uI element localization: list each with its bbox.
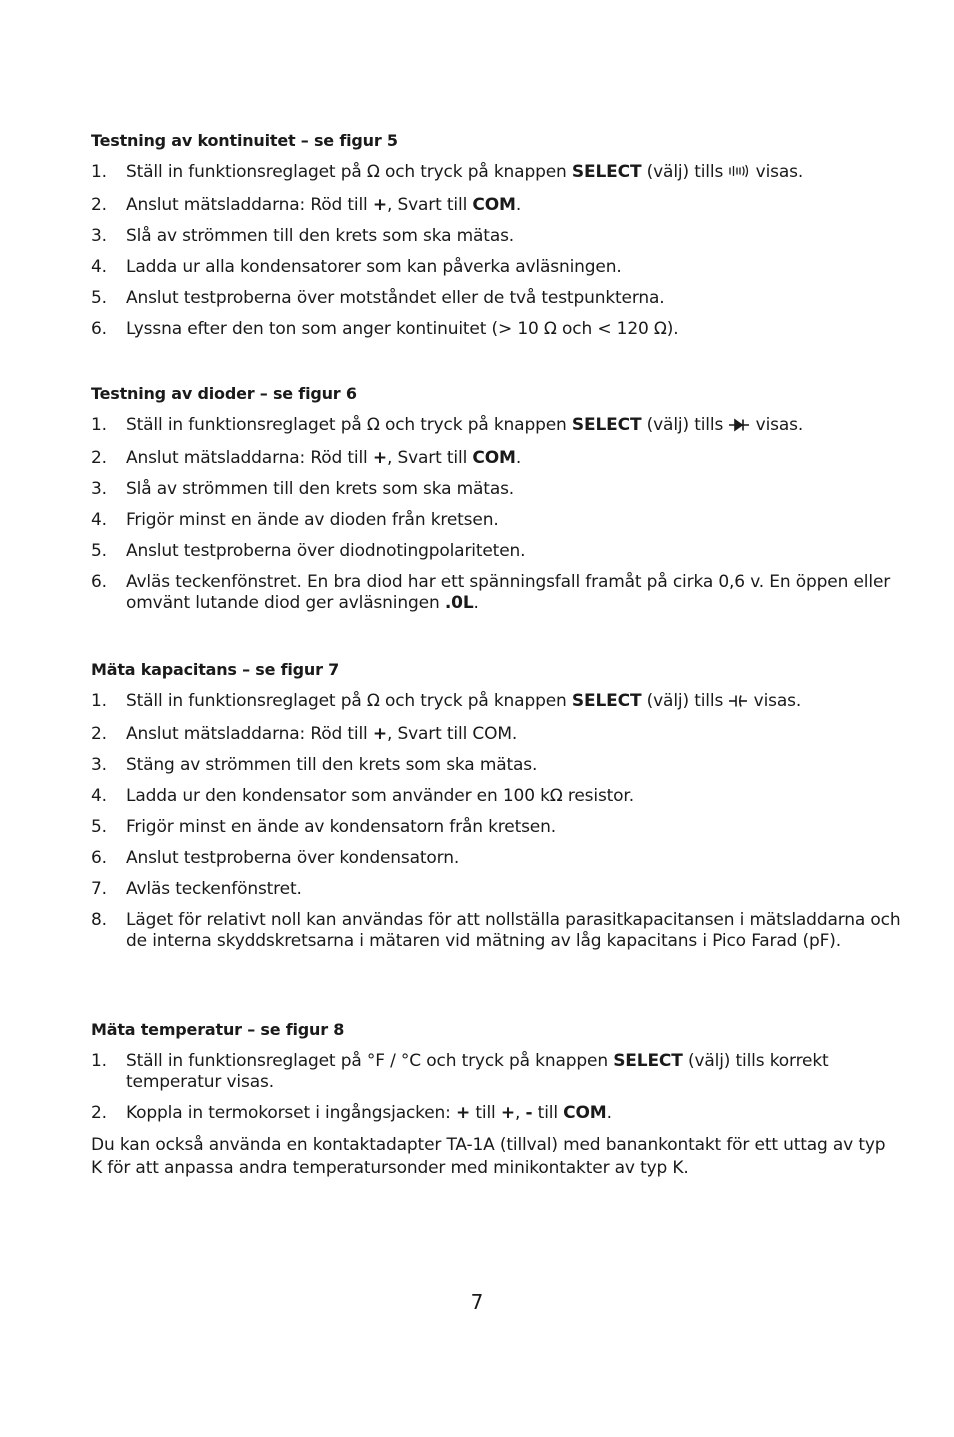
list-item (91, 879, 901, 900)
step-number: 1. (91, 162, 107, 182)
step-number: 6. (91, 848, 107, 868)
terminal-label: COM (472, 448, 516, 468)
step-text: Avläs teckenfönstret. (126, 879, 302, 899)
step-number: 1. (91, 415, 107, 435)
step-text: Lyssna efter den ton som anger kontinuitet (> 10 Ω och < 120 Ω). (126, 319, 679, 339)
step-text: , Svart till COM. (386, 724, 518, 744)
step-number: 2. (91, 195, 107, 215)
terminal-label: - (525, 1103, 533, 1123)
step-number: 4. (91, 786, 107, 806)
section-heading: Mäta temperatur – se figur 8 (91, 1020, 345, 1039)
step-text: (välj) tills (641, 691, 729, 711)
step-number: 5. (91, 817, 107, 837)
step-number: 3. (91, 479, 107, 499)
step-number: 8. (91, 910, 107, 930)
step-text: Anslut mätsladdarna: Röd till (126, 195, 373, 215)
list-item (91, 691, 901, 714)
step-number: 2. (91, 448, 107, 468)
step-text: Anslut testproberna över diodnotingpolariteten. (126, 541, 526, 561)
step-text: Ställ in funktionsreglaget på Ω och tryck på knappen (126, 691, 572, 711)
step-text: till (470, 1103, 501, 1123)
section-capacitance (91, 660, 901, 962)
terminal-label: + (372, 448, 387, 468)
step-number: 2. (91, 724, 107, 744)
step-text: visas. (750, 162, 804, 182)
terminal-label: + (456, 1103, 471, 1123)
step-number: 2. (91, 1103, 107, 1123)
step-number: 3. (91, 755, 107, 775)
step-number: 1. (91, 1051, 107, 1071)
diode-icon (728, 417, 750, 438)
step-text: . (473, 593, 479, 613)
step-text: Avläs teckenfönstret. En bra diod har ett spänningsfall framåt på cirka 0,6 v. En öppen eller omvänt lutande diod ger avläsningen (126, 572, 891, 613)
key-name: SELECT (613, 1051, 683, 1071)
list-item (91, 541, 901, 562)
capacitor-icon (728, 693, 748, 714)
step-number: 4. (91, 510, 107, 530)
step-text: . (515, 448, 522, 468)
step-text: Koppla in termokorset i ingångsjacken: (126, 1103, 457, 1123)
step-text: , Svart till (386, 195, 473, 215)
step-number: 6. (91, 319, 107, 339)
step-number: 3. (91, 226, 107, 246)
step-text: Ladda ur den kondensator som använder en 100 kΩ resistor. (126, 786, 634, 806)
section-continuity (91, 131, 901, 350)
list-item (91, 817, 901, 838)
section-temperature (91, 1020, 901, 1180)
list-item (91, 319, 901, 340)
section-heading: Testning av kontinuitet – se figur 5 (91, 131, 398, 150)
continuity-icon (728, 163, 750, 185)
list-item (91, 786, 901, 807)
step-number: 6. (91, 572, 107, 592)
step-text: Frigör minst en ände av kondensatorn från kretsen. (126, 817, 556, 837)
step-text: Läget för relativt noll kan användas för att nollställa parasitkapacitansen i mätsladdarna och de interna skyddskretsarna i mätaren vid mätning av låg kapacitans i Pico Farad (pF). (126, 910, 901, 951)
list-item (91, 162, 901, 185)
step-text: till (532, 1103, 564, 1123)
section-diode (91, 384, 901, 624)
step-text: (välj) tills korrekt temperatur visas. (126, 1051, 829, 1092)
step-number: 7. (91, 879, 107, 899)
step-number: 5. (91, 288, 107, 308)
note-paragraph: Du kan också använda en kontaktadapter TA-1A (tillval) med banankontakt för ett uttag av typ K för att anpassa andra temperatursonder med minikontakter av typ K. (91, 1135, 886, 1178)
step-text: Frigör minst en ände av dioden från kretsen. (126, 510, 499, 530)
list-item (91, 415, 901, 438)
list-item (91, 257, 901, 278)
step-text: Slå av strömmen till den krets som ska mätas. (126, 479, 515, 499)
terminal-label: + (372, 724, 387, 744)
key-name: SELECT (571, 415, 642, 435)
step-text: Ställ in funktionsreglaget på °F / °C och tryck på knappen (126, 1051, 614, 1071)
step-number: 4. (91, 257, 107, 277)
step-text: , Svart till (386, 448, 473, 468)
step-text: visas. (748, 691, 802, 711)
list-item (91, 910, 901, 952)
step-text: Ställ in funktionsreglaget på Ω och tryck på knappen (126, 162, 572, 182)
reading-value: .0L (444, 593, 474, 613)
page-number: 7 (470, 1290, 484, 1314)
terminal-label: COM (472, 195, 516, 215)
step-text: Ladda ur alla kondensatorer som kan påverka avläsningen. (126, 257, 622, 277)
step-number: 5. (91, 541, 107, 561)
list-item (91, 1103, 901, 1124)
terminal-label: + (500, 1103, 515, 1123)
list-item (91, 848, 901, 869)
step-list (91, 162, 901, 340)
list-item (91, 288, 901, 309)
key-name: SELECT (571, 162, 642, 182)
list-item (91, 724, 901, 745)
key-name: SELECT (571, 691, 642, 711)
step-text: Anslut mätsladdarna: Röd till (126, 724, 373, 744)
list-item (91, 755, 901, 776)
step-text: Anslut mätsladdarna: Röd till (126, 448, 373, 468)
step-text: . (515, 195, 522, 215)
step-text: Anslut testproberna över motståndet eller de två testpunkterna. (126, 288, 665, 308)
list-item (91, 572, 901, 614)
step-text: visas. (750, 415, 804, 435)
list-item (91, 195, 901, 216)
step-list (91, 415, 901, 614)
step-list (91, 1051, 901, 1124)
step-text: , (515, 1103, 526, 1123)
terminal-label: + (372, 195, 387, 215)
step-text: (välj) tills (641, 415, 729, 435)
list-item (91, 510, 901, 531)
terminal-label: COM (563, 1103, 607, 1123)
step-number: 1. (91, 691, 107, 711)
section-heading: Mäta kapacitans – se figur 7 (91, 660, 340, 679)
list-item (91, 479, 901, 500)
step-text: Anslut testproberna över kondensatorn. (126, 848, 460, 868)
step-text: Stäng av strömmen till den krets som ska mätas. (126, 755, 538, 775)
list-item (91, 226, 901, 247)
step-list (91, 691, 901, 952)
step-text: . (606, 1103, 612, 1123)
list-item (91, 1051, 901, 1093)
section-heading: Testning av dioder – se figur 6 (91, 384, 357, 403)
list-item (91, 448, 901, 469)
step-text: Ställ in funktionsreglaget på Ω och tryck på knappen (126, 415, 572, 435)
step-text: (välj) tills (641, 162, 724, 182)
step-text: Slå av strömmen till den krets som ska mätas. (126, 226, 515, 246)
